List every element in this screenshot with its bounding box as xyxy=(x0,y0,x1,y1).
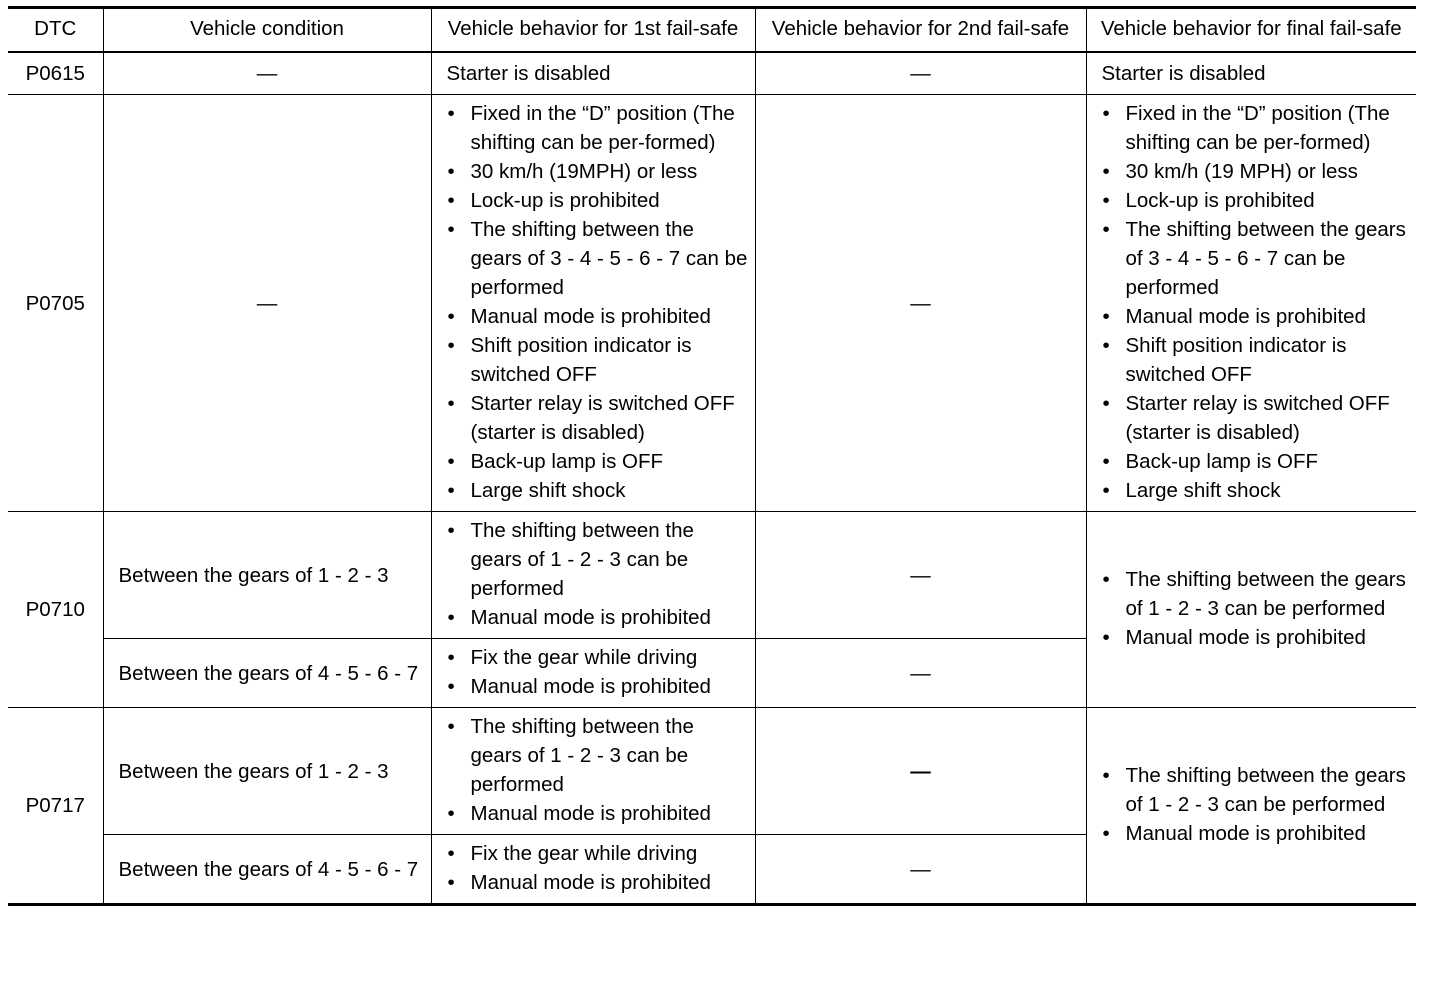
first-fail-safe xyxy=(431,95,755,512)
first-fail-safe xyxy=(431,708,755,835)
list-item: • Fixed in the “D” position (The shifting can be per-formed) xyxy=(1102,99,1411,157)
list-item: • Manual mode is prohibited xyxy=(447,302,749,331)
bullet-list xyxy=(447,839,749,897)
second-fail-safe: — xyxy=(755,95,1086,512)
table-row xyxy=(8,708,1416,835)
header-final-fail-safe: Vehicle behavior for final fail-safe xyxy=(1086,8,1416,53)
vehicle-condition: Between the gears of 4 - 5 - 6 - 7 xyxy=(103,639,431,708)
first-fail-safe xyxy=(431,639,755,708)
list-item: • Shift position indicator is switched OFF xyxy=(447,331,749,389)
second-fail-safe: — xyxy=(755,708,1086,835)
list-item: • The shifting between the gears of 1 - 2 - 3 can be performed xyxy=(1102,761,1411,819)
bullet-list xyxy=(1102,565,1411,652)
list-item: • The shifting between the gears of 1 - 2 - 3 can be performed xyxy=(447,712,749,799)
fail-safe-table xyxy=(8,6,1416,906)
list-item: • The shifting between the gears of 3 - 4 - 5 - 6 - 7 can be performed xyxy=(447,215,749,302)
first-fail-safe: Starter is disabled xyxy=(431,52,755,95)
list-item: • Back-up lamp is OFF xyxy=(1102,447,1411,476)
final-fail-safe xyxy=(1086,95,1416,512)
list-item: • Starter relay is switched OFF (starter is disabled) xyxy=(1102,389,1411,447)
list-item: • Back-up lamp is OFF xyxy=(447,447,749,476)
second-fail-safe: — xyxy=(755,52,1086,95)
list-item: • Large shift shock xyxy=(447,476,749,505)
second-fail-safe: — xyxy=(755,639,1086,708)
bullet-list xyxy=(447,712,749,828)
list-item: • Lock-up is prohibited xyxy=(1102,186,1411,215)
bullet-list xyxy=(1102,99,1411,505)
list-item: • Manual mode is prohibited xyxy=(447,868,749,897)
list-item: • Manual mode is prohibited xyxy=(1102,623,1411,652)
vehicle-condition: — xyxy=(103,52,431,95)
vehicle-condition: Between the gears of 1 - 2 - 3 xyxy=(103,708,431,835)
dtc-code: P0615 xyxy=(8,52,103,95)
vehicle-condition: — xyxy=(103,95,431,512)
list-item: • Shift position indicator is switched OFF xyxy=(1102,331,1411,389)
dtc-code: P0717 xyxy=(8,708,103,905)
list-item: • The shifting between the gears of 3 - 4 - 5 - 6 - 7 can be performed xyxy=(1102,215,1411,302)
dtc-code: P0705 xyxy=(8,95,103,512)
list-item: • The shifting between the gears of 1 - 2 - 3 can be performed xyxy=(447,516,749,603)
second-fail-safe: — xyxy=(755,512,1086,639)
dtc-code: P0710 xyxy=(8,512,103,708)
list-item: • Manual mode is prohibited xyxy=(447,799,749,828)
list-item: • Starter relay is switched OFF (starter is disabled) xyxy=(447,389,749,447)
bullet-list xyxy=(447,99,749,505)
list-item: • Manual mode is prohibited xyxy=(447,672,749,701)
list-item: • Manual mode is prohibited xyxy=(447,603,749,632)
final-fail-safe xyxy=(1086,512,1416,708)
list-item: • Fix the gear while driving xyxy=(447,839,749,868)
first-fail-safe xyxy=(431,512,755,639)
first-fail-safe xyxy=(431,835,755,905)
list-item: • Manual mode is prohibited xyxy=(1102,819,1411,848)
bullet-list xyxy=(447,516,749,632)
vehicle-condition: Between the gears of 4 - 5 - 6 - 7 xyxy=(103,835,431,905)
final-fail-safe xyxy=(1086,708,1416,905)
list-item: • Fixed in the “D” position (The shifting can be per-formed) xyxy=(447,99,749,157)
header-vehicle-condition: Vehicle condition xyxy=(103,8,431,53)
vehicle-condition: Between the gears of 1 - 2 - 3 xyxy=(103,512,431,639)
header-second-fail-safe: Vehicle behavior for 2nd fail-safe xyxy=(755,8,1086,53)
table-row xyxy=(8,95,1416,512)
header-first-fail-safe: Vehicle behavior for 1st fail-safe xyxy=(431,8,755,53)
bullet-list xyxy=(1102,761,1411,848)
list-item: • Fix the gear while driving xyxy=(447,643,749,672)
list-item: • 30 km/h (19MPH) or less xyxy=(447,157,749,186)
list-item: • 30 km/h (19 MPH) or less xyxy=(1102,157,1411,186)
list-item: • Manual mode is prohibited xyxy=(1102,302,1411,331)
bullet-list xyxy=(447,643,749,701)
list-item: • The shifting between the gears of 1 - 2 - 3 can be performed xyxy=(1102,565,1411,623)
list-item: • Lock-up is prohibited xyxy=(447,186,749,215)
header-row xyxy=(8,8,1416,53)
second-fail-safe: — xyxy=(755,835,1086,905)
final-fail-safe: Starter is disabled xyxy=(1086,52,1416,95)
table-row xyxy=(8,52,1416,95)
list-item: • Large shift shock xyxy=(1102,476,1411,505)
table-row xyxy=(8,512,1416,639)
header-dtc: DTC xyxy=(8,8,103,53)
